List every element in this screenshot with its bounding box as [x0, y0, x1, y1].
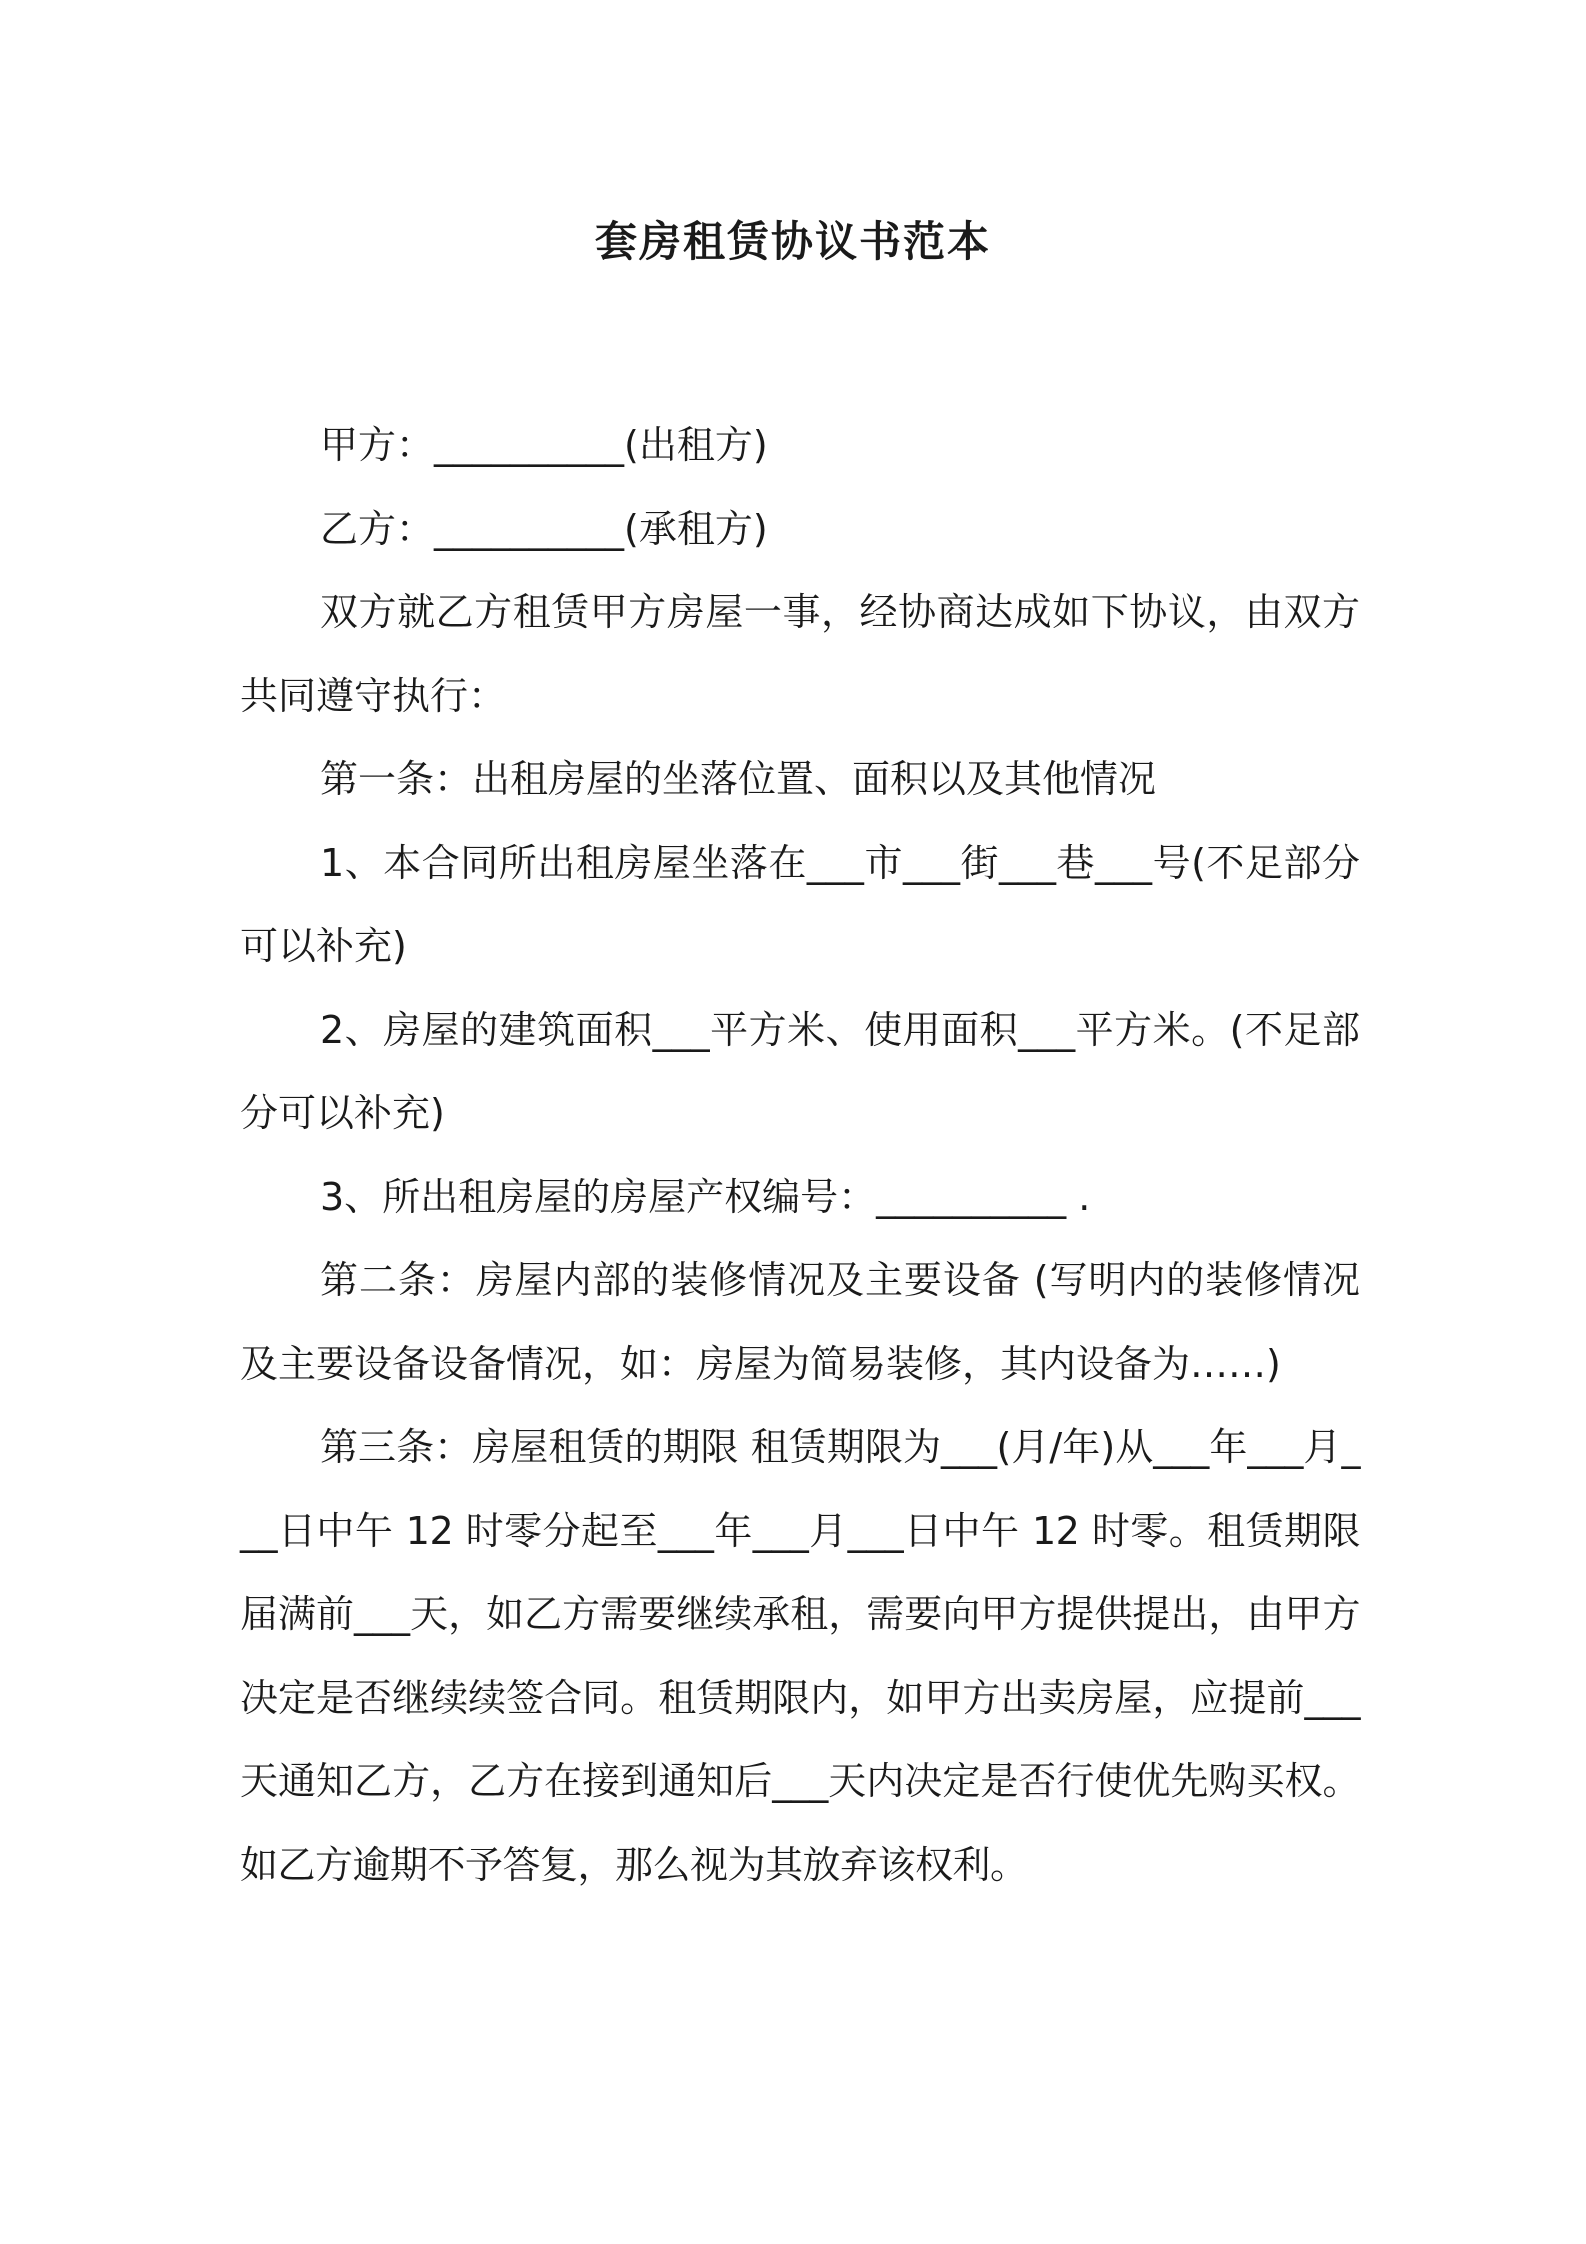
- party-a-line: 甲方：__________(出租方): [320, 423, 768, 467]
- document-title: 套房租赁协议书范本: [594, 217, 991, 266]
- clause-1-location: 1、本合同所出租房屋坐落在___市___街___巷___号(不足部分可以补充): [240, 840, 1360, 968]
- article-one-heading: 第一条：出租房屋的坐落位置、面积以及其他情况: [320, 757, 1157, 801]
- party-b-line: 乙方：__________(承租方): [320, 506, 768, 551]
- clause-2-area: 2、房屋的建筑面积___平方米、使用面积___平方米。(不足部分可以补充): [240, 1007, 1360, 1135]
- agreement-intro-paragraph: 双方就乙方租赁甲方房屋一事，经协商达成如下协议，由双方共同遵守执行：: [240, 590, 1360, 718]
- clause-3-property-number: 3、所出租房屋的房屋产权编号：__________ .: [320, 1174, 1091, 1219]
- document-body: [240, 404, 1360, 1907]
- article-three-paragraph: 第三条：房屋租赁的期限 租赁期限为___(月/年)从___年___月___日中午 12 时零分起至___年___月___日中午 12 时零。租赁期限届满前___天，如乙方需要继续承租，需要向甲方提供提出，由甲方决定是否继续续签合同。租赁期限内，如甲方出卖房屋，应提前___天通知乙方，乙方在接到通知后___天内决定是否行使优先购买权。如乙方逾期不予答复，那么视为其放弃该权利。: [240, 1425, 1360, 1887]
- article-two-paragraph: 第二条：房屋内部的装修情况及主要设备 (写明内的装修情况及主要设备设备情况，如：房屋为简易装修，其内设备为……): [240, 1258, 1360, 1386]
